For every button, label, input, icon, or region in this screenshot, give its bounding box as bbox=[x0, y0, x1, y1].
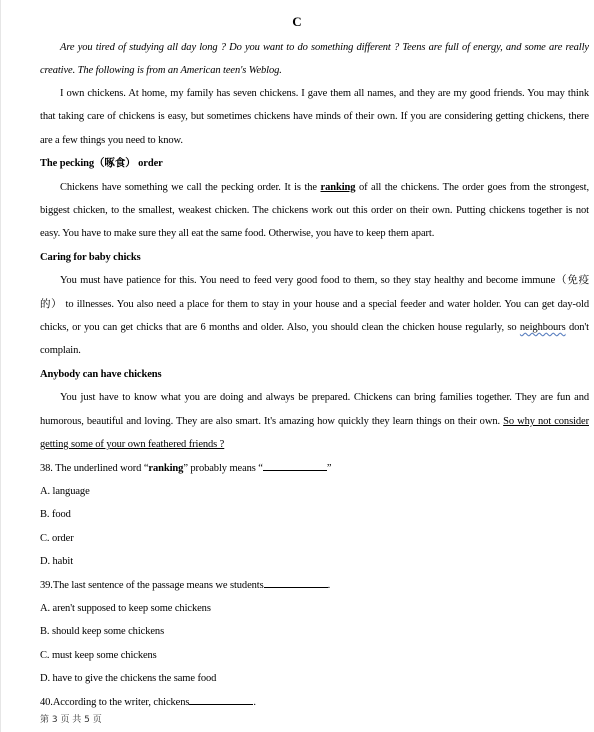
paragraph-4 bbox=[40, 386, 589, 456]
p3-text-before: You must have patience for this. You need to feed very good food to them, so they stay healthy and become immune（免疫的） to illnesses. You also need a place for them to stay in your house and a special feeder and water holder. You can get day-old chicks, or you can get chicks that are 6 months and older. Also, you should clean the chicken house regularly, so bbox=[40, 275, 589, 334]
spellcheck-word: neighbours bbox=[519, 322, 566, 334]
passage-title: C bbox=[292, 14, 302, 29]
paragraph-1: I own chickens. At home, my family has seven chickens. I gave them all names, and they are my good friends. You may think that taking care of chickens is easy, but sometimes chickens have minds of their own. If you are considering getting chickens, there are a few things you need to know. bbox=[40, 88, 589, 146]
paragraph-2 bbox=[40, 176, 589, 246]
underlined-word-ranking: ranking bbox=[320, 181, 356, 193]
answer-blank bbox=[264, 577, 328, 588]
p3-text-after: don't complain. bbox=[40, 322, 589, 357]
question-40 bbox=[40, 691, 589, 714]
q38-stem-after: ” probably means “ bbox=[183, 462, 263, 474]
q38-stem-before: 38. The underlined word “ bbox=[40, 462, 149, 474]
page-edge bbox=[0, 0, 1, 732]
q39-stem: 39.The last sentence of the passage means we students bbox=[40, 579, 264, 591]
q38-stem-end: ” bbox=[326, 462, 332, 474]
paragraph-3 bbox=[40, 269, 589, 363]
heading-pecking-order: The pecking（啄食） order bbox=[40, 158, 163, 170]
q40-stem: 40.According to the writer, chickens bbox=[40, 696, 190, 708]
q38-option-c: C. order bbox=[40, 532, 74, 544]
heading-anybody-chickens: Anybody can have chickens bbox=[40, 368, 162, 380]
question-39 bbox=[40, 574, 589, 597]
q38-stem-word: ranking bbox=[148, 462, 184, 474]
q38-option-d: D. habit bbox=[40, 556, 74, 568]
q39-option-c: C. must keep some chickens bbox=[40, 649, 157, 661]
passage-body bbox=[40, 82, 589, 714]
p2-text-before: Chickens have something we call the pecking order. It is the bbox=[60, 181, 321, 193]
q39-option-d: D. have to give the chickens the same food bbox=[40, 673, 217, 685]
intro-paragraph bbox=[40, 36, 589, 83]
question-38 bbox=[40, 457, 589, 480]
p2-text-after: of all the chickens. The order goes from the strongest, biggest chicken, to the smallest, weakest chicken. The chickens work out this order on their own. Putting chickens together is not easy. You have to make sure they all eat the same food. Otherwise, you have to keep them apart. bbox=[40, 181, 589, 240]
answer-blank bbox=[263, 460, 327, 471]
intro-text: Are you tired of studying all day long ? Do you want to do something different ? Teens are full of energy, and some are really creative. The following is from an American teen's Weblog. bbox=[40, 42, 589, 77]
q40-stem-end: . bbox=[253, 696, 256, 708]
q39-option-a: A. aren't supposed to keep some chickens bbox=[40, 602, 211, 614]
q39-option-b: B. should keep some chickens bbox=[40, 626, 165, 638]
p4-text: You just have to know what you are doing and always be prepared. Chickens can bring families together. They are fun and humorous, beautiful and loving. They are also smart. It's amazing how quickly they learn things on their own. bbox=[40, 392, 589, 427]
q38-option-a: A. language bbox=[40, 485, 90, 497]
underlined-last-sentence: So why not consider getting some of your own feathered friends ? bbox=[40, 415, 589, 451]
q39-stem-end: . bbox=[327, 579, 331, 591]
answer-blank bbox=[189, 694, 253, 705]
q38-option-b: B. food bbox=[40, 509, 71, 521]
heading-caring-baby-chicks: Caring for baby chicks bbox=[40, 251, 141, 263]
page-footer: 第 3 页 共 5 页 bbox=[40, 715, 102, 725]
